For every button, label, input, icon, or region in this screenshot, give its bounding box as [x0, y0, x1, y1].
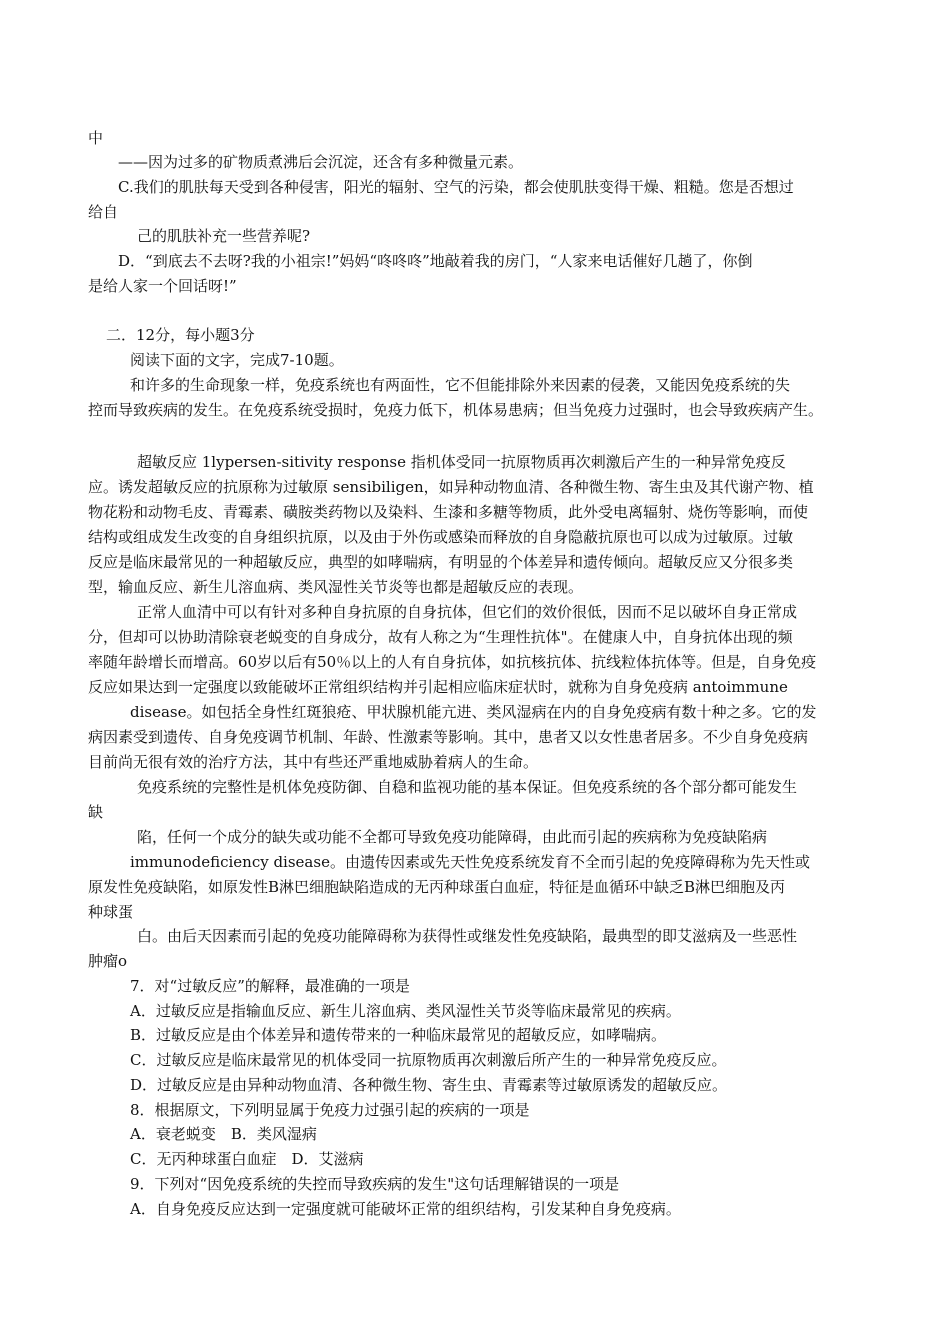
text-line: 阅读下面的文字，完成7-10题。 [130, 351, 344, 369]
question-8-options-ab: A．衰老蜕变 B．类风湿病 [130, 1125, 317, 1143]
text-line: C.我们的肌肤每天受到各种侵害，阳光的辐射、空气的污染，都会使肌肤变得干燥、粗糙。您是否想过 [118, 178, 794, 196]
text-line: 免疫系统的完整性是机体免疫防御、自稳和监视功能的基本保证。但免疫系统的各个部分都可能发生 [137, 778, 798, 796]
question-9: 9．下列对“因免疫系统的失控而导致疾病的发生"这句话理解错误的一项是 [130, 1175, 620, 1193]
text-line: 物花粉和动物毛皮、青霉素、磺胺类药物以及染料、生漆和多糖等物质，此外受电离辐射、烧伤等影响，而使 [88, 503, 809, 521]
text-line: 反应是临床最常见的一种超敏反应，典型的如哮喘病，有明显的个体差异和遗传倾向。超敏反应又分很多类 [88, 553, 794, 571]
text-line: 结构或组成发生改变的自身组织抗原，以及由于外伤或感染而释放的自身隐蔽抗原也可以成为过敏原。过敏 [88, 528, 794, 546]
section-heading: 二．12分，每小题3分 [106, 326, 255, 344]
question-7: 7．对“过敏反应”的解释，最准确的一项是 [130, 977, 410, 995]
text-line: 和许多的生命现象一样，免疫系统也有两面性，它不但能排除外来因素的侵袭，又能因免疫系统的失 [130, 376, 791, 394]
text-line: D．“到底去不去呀?我的小祖宗!”妈妈“咚咚咚”地敲着我的房门，“人家来电话催好几趟了，你倒 [118, 252, 753, 270]
text-line: 己的肌肤补充一些营养呢? [137, 227, 311, 245]
question-8: 8．根据原文，下列明显属于免疫力过强引起的疾病的一项是 [130, 1101, 530, 1119]
question-7-option-b: B．过敏反应是由个体差异和遗传带来的一种临床最常见的超敏反应，如哮喘病。 [130, 1026, 667, 1044]
text-line: 应。诱发超敏反应的抗原称为过敏原 sensibiligen，如异种动物血清、各种微生物、寄生虫及其代谢产物、植 [88, 478, 814, 496]
text-line: 控而导致疾病的发生。在免疫系统受损时，免疫力低下，机体易患病；但当免疫力过强时，也会导致疾病产生。 [88, 401, 824, 419]
question-7-option-c: C．过敏反应是临床最常见的机体受同一抗原物质再次刺激后所产生的一种异常免疫反应。 [130, 1051, 727, 1069]
text-line: 是给人家一个回话呀!” [88, 277, 237, 295]
text-line: 病因素受到遗传、自身免疫调节机制、年龄、性激素等影响。其中，患者又以女性患者居多。不少自身免疫病 [88, 728, 809, 746]
question-8-options-cd: C．无丙种球蛋白血症 D．艾滋病 [130, 1150, 364, 1168]
text-line: 缺 [88, 803, 104, 821]
text-line: 分，但却可以协助清除衰老蜕变的自身成分，故有人称之为“生理性抗体"。在健康人中，自身抗体出现的频 [88, 628, 793, 646]
text-line: 型，输血反应、新生儿溶血病、类风湿性关节炎等也都是超敏反应的表现。 [88, 578, 584, 596]
question-9-option-a: A．自身免疫反应达到一定强度就可能破坏正常的组织结构，引发某种自身免疫病。 [130, 1200, 681, 1218]
text-line: 种球蛋 [88, 903, 134, 921]
text-line: disease。如包括全身性红斑狼疮、甲状腺机能亢进、类风湿病在内的自身免疫病有数十种之多。它的发 [130, 703, 817, 721]
text-line: 陷，任何一个成分的缺失或功能不全都可导致免疫功能障碍，由此而引起的疾病称为免疫缺陷病 [137, 828, 768, 846]
text-line: 反应如果达到一定强度以致能破坏正常组织结构并引起相应临床症状时，就称为自身免疫病 antoimmune [88, 678, 788, 696]
text-line: ——因为过多的矿物质煮沸后会沉淀，还含有多种微量元素。 [118, 153, 524, 171]
text-line: immunodeficiency disease。由遗传因素或先天性免疫系统发育不全而引起的免疫障碍称为先天性或 [130, 853, 810, 871]
text-line: 原发性免疫缺陷，如原发性B淋巴细胞缺陷造成的无丙种球蛋白血症，特征是血循环中缺乏B淋巴细胞及丙 [88, 878, 786, 896]
text-line: 超敏反应 1lypersen-sitivity response 指机体受同一抗原物质再次刺激后产生的一种异常免疫反 [137, 453, 786, 471]
question-7-option-d: D．过敏反应是由异种动物血清、各种微生物、寄生虫、青霉素等过敏原诱发的超敏反应。 [130, 1076, 728, 1094]
text-line: 率随年龄增长而增高。60岁以后有50％以上的人有自身抗体，如抗核抗体、抗线粒体抗体等。但是，自身免疫 [88, 653, 817, 671]
text-line: 白。由后天因素而引起的免疫功能障碍称为获得性或继发性免疫缺陷，最典型的即艾滋病及一些恶性 [137, 927, 798, 945]
text-line: 正常人血清中可以有针对多种自身抗原的自身抗体，但它们的效价很低，因而不足以破坏自身正常成 [137, 603, 798, 621]
text-line: 目前尚无很有效的治疗方法，其中有些还严重地威胁着病人的生命。 [88, 753, 539, 771]
text-line: 给自 [88, 203, 119, 221]
text-line: 肿瘤o [88, 952, 128, 970]
question-7-option-a: A．过敏反应是指输血反应、新生儿溶血病、类风湿性关节炎等临床最常见的疾病。 [130, 1002, 681, 1020]
text-line: 中 [88, 129, 104, 147]
